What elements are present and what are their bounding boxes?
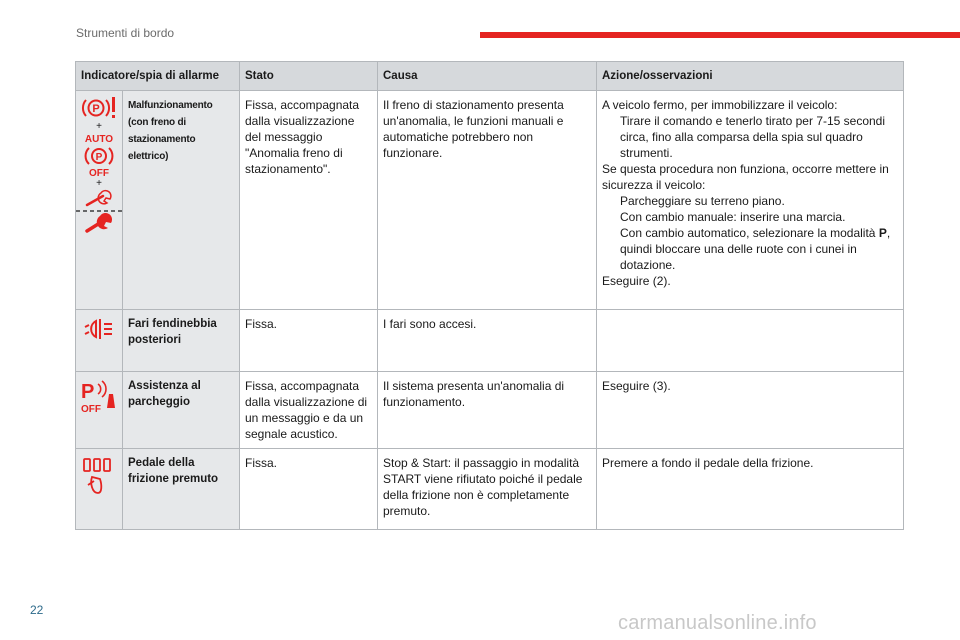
causa-cell: Il freno di stazionamento presenta un'anomalia, le funzioni manuali e automatiche potrebbero non funzionare. bbox=[378, 91, 597, 310]
indicator-name: Pedale della frizione premuto bbox=[123, 449, 240, 530]
table-row bbox=[76, 310, 904, 372]
indicator-name: Assistenza al parcheggio bbox=[123, 372, 240, 449]
table-header-row bbox=[76, 62, 904, 91]
watermark-text: carmanualsonline.info bbox=[618, 612, 817, 634]
table-row bbox=[76, 449, 904, 530]
icon-cell bbox=[76, 449, 123, 530]
header-causa: Causa bbox=[378, 62, 597, 91]
wrench-service-icon bbox=[79, 213, 119, 235]
header-azione: Azione/osservazioni bbox=[597, 62, 904, 91]
parking-assist-off-icon bbox=[79, 378, 119, 414]
list-item: Con cambio manuale: inserire una marcia. bbox=[602, 209, 898, 225]
header-accent-bar bbox=[480, 32, 960, 38]
list-item: Con cambio automatico, selezionare la modalità P, quindi bloccare una delle ruote con i cunei in dotazione. bbox=[602, 225, 898, 273]
stato-cell: Fissa. bbox=[240, 310, 378, 372]
page-number: 22 bbox=[30, 603, 44, 617]
icon-cell bbox=[76, 91, 123, 310]
warning-lights-table bbox=[75, 61, 904, 530]
table-row bbox=[76, 372, 904, 449]
causa-cell: Stop & Start: il passaggio in modalità START viene rifiutato poiché il pedale della frizione non è completamente premuto. bbox=[378, 449, 597, 530]
azione-cell bbox=[597, 91, 904, 310]
azione-cell: Premere a fondo il pedale della frizione. bbox=[597, 449, 904, 530]
list-item: Tirare il comando e tenerlo tirato per 7-15 secondi circa, fino alla comparsa della spia sul quadro strumenti. bbox=[602, 113, 898, 161]
bullet-icon bbox=[602, 113, 620, 161]
icon-cell bbox=[76, 372, 123, 449]
indicator-name: Malfunzionamento (con freno di stazionamento elettrico) bbox=[123, 91, 240, 310]
bullet-icon bbox=[602, 193, 620, 209]
section-title: Strumenti di bordo bbox=[76, 26, 175, 40]
causa-cell: Il sistema presenta un'anomalia di funzionamento. bbox=[378, 372, 597, 449]
azione-outro: Eseguire (2). bbox=[602, 274, 671, 288]
indicator-name: Fari fendinebbia posteriori bbox=[123, 310, 240, 372]
stato-cell: Fissa, accompagnata dalla visualizzazione del messaggio "Anomalia freno di stazionamento". bbox=[240, 91, 378, 310]
rear-fog-light-icon bbox=[83, 316, 115, 344]
svg-text:P: P bbox=[92, 103, 100, 115]
svg-text:OFF: OFF bbox=[81, 404, 101, 414]
plus-separator: + bbox=[96, 178, 102, 189]
azione-intro: A veicolo fermo, per immobilizzare il veicolo: bbox=[602, 98, 838, 112]
azione-cell bbox=[597, 310, 904, 372]
svg-text:P: P bbox=[95, 152, 103, 163]
icon-cell bbox=[76, 310, 123, 372]
svg-text:P: P bbox=[81, 381, 95, 403]
plus-separator: + bbox=[96, 121, 102, 132]
svg-text:OFF: OFF bbox=[89, 168, 109, 178]
bullet-icon bbox=[602, 209, 620, 225]
stato-cell: Fissa. bbox=[240, 449, 378, 530]
azione-cell: Eseguire (3). bbox=[597, 372, 904, 449]
causa-cell: I fari sono accesi. bbox=[378, 310, 597, 372]
clutch-pedal-icon bbox=[80, 455, 118, 497]
parking-brake-warning-icon bbox=[79, 95, 119, 121]
table-row bbox=[76, 91, 904, 310]
auto-off-parking-brake-icon bbox=[79, 132, 119, 178]
svg-text:AUTO: AUTO bbox=[84, 134, 114, 145]
stato-cell: Fissa, accompagnata dalla visualizzazione di un messaggio e da un segnale acustico. bbox=[240, 372, 378, 449]
wrench-service-icon bbox=[79, 189, 119, 209]
bullet-icon bbox=[602, 225, 620, 273]
azione-middle: Se questa procedura non funziona, occorre mettere in sicurezza il veicolo: bbox=[602, 162, 889, 192]
list-item: Parcheggiare su terreno piano. bbox=[602, 193, 898, 209]
header-indicator: Indicatore/spia di allarme bbox=[76, 62, 240, 91]
header-stato: Stato bbox=[240, 62, 378, 91]
